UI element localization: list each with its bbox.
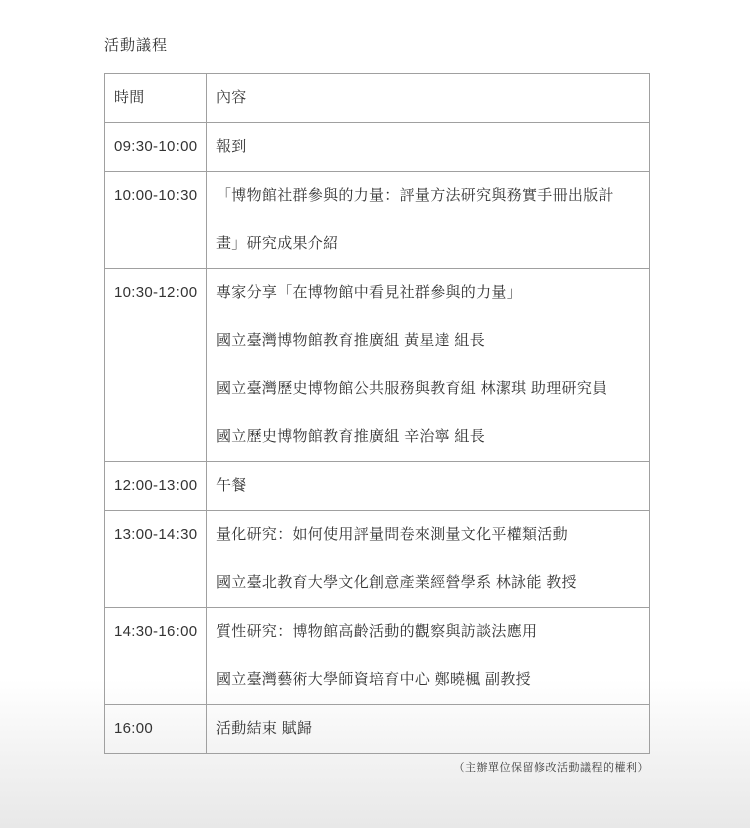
- time-cell: 13:00-14:30: [105, 511, 207, 608]
- time-cell: 14:30-16:00: [105, 608, 207, 705]
- content-cell: [207, 269, 650, 462]
- content-line: 專家分享「在博物館中看見社群參與的力量」: [216, 284, 523, 301]
- agenda-table: [104, 73, 650, 754]
- table-header-row: [105, 74, 650, 123]
- page-title: 活動議程: [104, 37, 169, 54]
- time-cell: 10:30-12:00: [105, 269, 207, 462]
- content-line: 活動結束 賦歸: [216, 720, 313, 737]
- content-line: 質性研究：博物館高齡活動的觀察與訪談法應用: [216, 623, 538, 640]
- time-cell: 16:00: [105, 705, 207, 754]
- content-line: 國立歷史博物館教育推廣組 辛治寧 組長: [216, 428, 486, 445]
- content-cell: [207, 511, 650, 608]
- content-line: 國立臺北教育大學文化創意產業經營學系 林詠能 教授: [216, 574, 577, 591]
- content-cell: [207, 172, 650, 269]
- content-line: 畫」研究成果介紹: [216, 235, 339, 252]
- content-line: 國立臺灣博物館教育推廣組 黃星達 組長: [216, 332, 486, 349]
- content-cell: [207, 123, 650, 172]
- content-line: 量化研究：如何使用評量問卷來測量文化平權類活動: [216, 526, 568, 543]
- content-line: 「博物館社群參與的力量：評量方法研究與務實手冊出版計: [216, 187, 614, 204]
- time-cell: 12:00-13:00: [105, 462, 207, 511]
- table-row: [105, 511, 650, 608]
- table-row: [105, 123, 650, 172]
- time-cell: 10:00-10:30: [105, 172, 207, 269]
- table-row: [105, 172, 650, 269]
- time-cell: 09:30-10:00: [105, 123, 207, 172]
- content-line: 午餐: [216, 477, 247, 494]
- content-line: 報到: [216, 138, 247, 155]
- header-content: 內容: [207, 74, 650, 123]
- header-time: 時間: [105, 74, 207, 123]
- agenda-document: [104, 0, 649, 775]
- table-row: [105, 269, 650, 462]
- content-cell: [207, 608, 650, 705]
- content-line: 國立臺灣歷史博物館公共服務與教育組 林潔琪 助理研究員: [216, 380, 608, 397]
- organizer-rights-note: （主辦單位保留修改活動議程的權利）: [453, 762, 649, 774]
- content-line: 國立臺灣藝術大學師資培育中心 鄭曉楓 副教授: [216, 671, 531, 688]
- table-row: [105, 462, 650, 511]
- content-cell: [207, 462, 650, 511]
- table-row: [105, 608, 650, 705]
- content-cell: [207, 705, 650, 754]
- table-row: [105, 705, 650, 754]
